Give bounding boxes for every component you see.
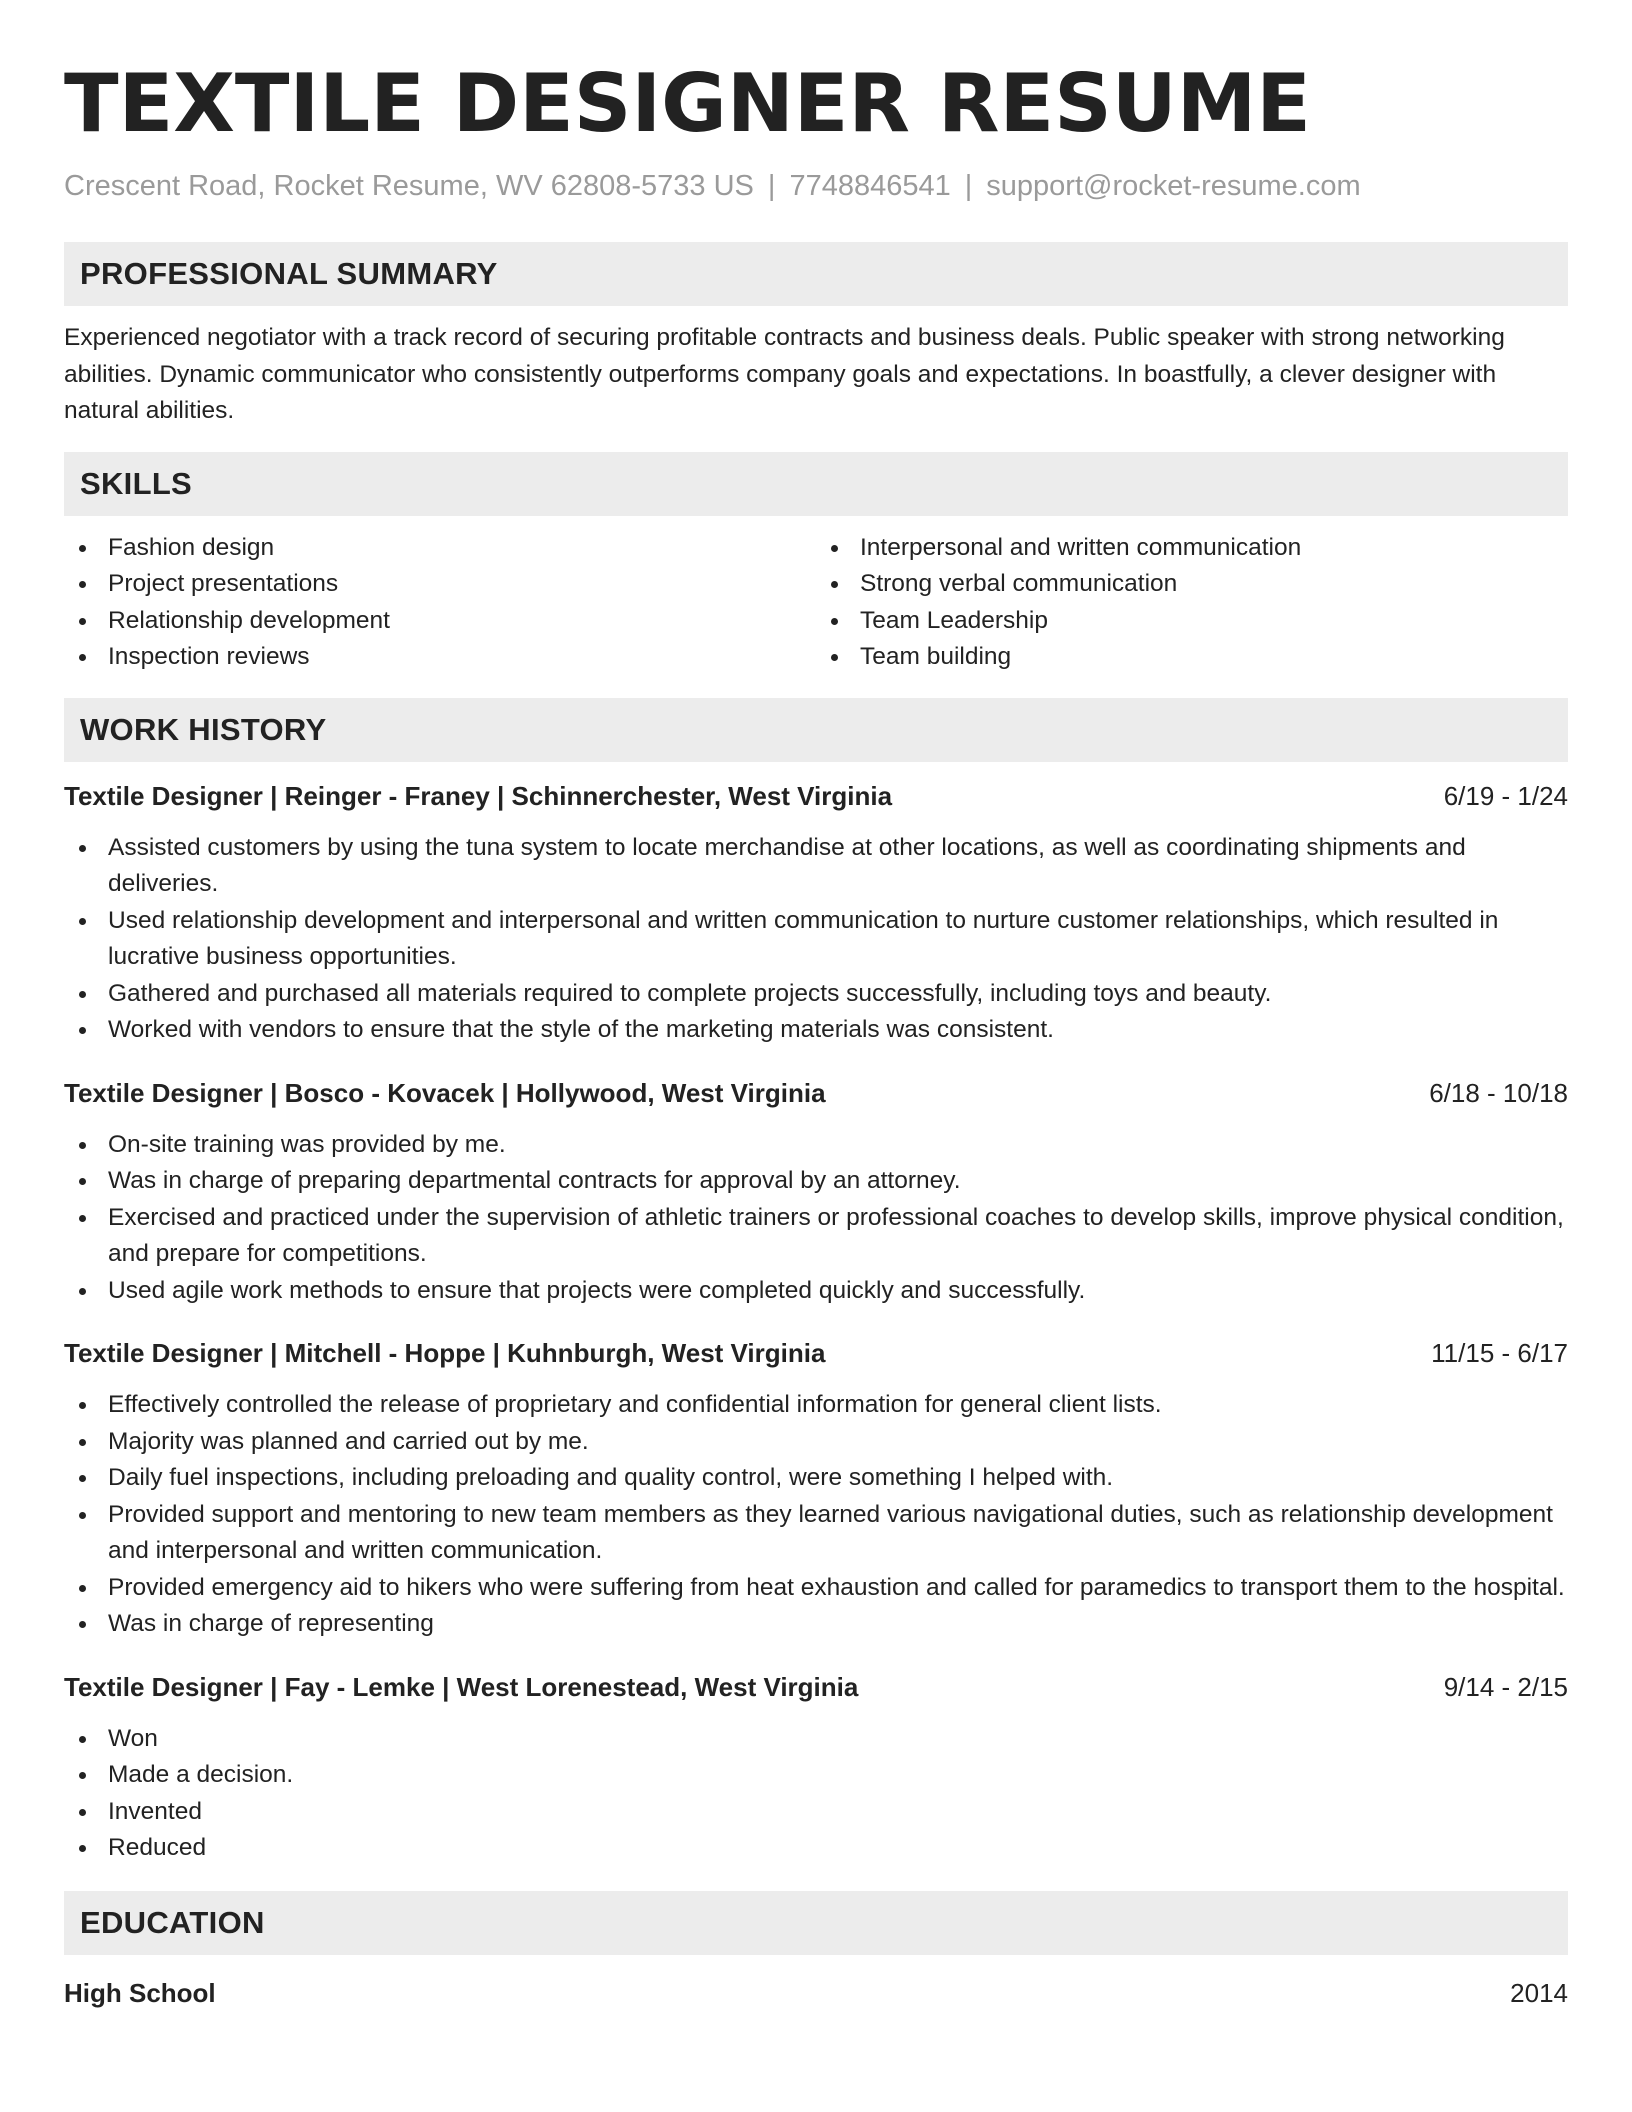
job-entry: [64, 1075, 1568, 1310]
contact-line: [64, 168, 1568, 204]
skills-column-right: [816, 530, 1568, 676]
contact-separator: |: [767, 170, 776, 202]
job-bullet: Daily fuel inspections, including preloading and quality control, were something I helped with.: [64, 1460, 1568, 1497]
job-bullet: Exercised and practiced under the supervision of athletic trainers or professional coaches to develop skills, improve physical condition, and prepare for competitions.: [64, 1200, 1568, 1273]
skill-item: Project presentations: [64, 566, 816, 603]
job-bullet: Assisted customers by using the tuna system to locate merchandise at other locations, as well as coordinating shipments and deliveries.: [64, 830, 1568, 903]
skill-item: Strong verbal communication: [816, 566, 1568, 603]
job-dates: 6/19 - 1/24: [1443, 780, 1568, 811]
job-bullets: [64, 830, 1568, 1049]
skill-item: Team Leadership: [816, 603, 1568, 640]
job-bullets: [64, 1127, 1568, 1310]
job-header: [64, 1669, 1568, 1705]
job-bullet: Worked with vendors to ensure that the style of the marketing materials was consistent.: [64, 1012, 1568, 1049]
skill-item: Relationship development: [64, 603, 816, 640]
contact-address: Crescent Road, Rocket Resume, WV 62808-5733 US: [64, 170, 754, 202]
job-entry: [64, 1335, 1568, 1643]
contact-separator: |: [964, 170, 973, 202]
section-header-education: EDUCATION: [64, 1891, 1568, 1955]
job-bullet: Effectively controlled the release of proprietary and confidential information for general client lists.: [64, 1387, 1568, 1424]
section-header-summary: PROFESSIONAL SUMMARY: [64, 242, 1568, 306]
job-entry: [64, 778, 1568, 1049]
resume-title: TEXTILE DESIGNER RESUME: [64, 57, 1311, 150]
job-bullet: On-site training was provided by me.: [64, 1127, 1568, 1164]
summary-text: Experienced negotiator with a track record of securing profitable contracts and business deals. Public speaker with strong networking abilities. Dynamic communicator who consistently outperforms company goals and expectations. In boastfully, a clever designer with natural abilities.: [64, 324, 1505, 424]
section-header-skills: SKILLS: [64, 452, 1568, 516]
job-dates: 6/18 - 10/18: [1429, 1077, 1568, 1108]
job-bullet: Won: [64, 1721, 1568, 1758]
job-bullet: Provided support and mentoring to new team members as they learned various navigational duties, such as relationship development and interpersonal and written communication.: [64, 1497, 1568, 1570]
job-bullet: Made a decision.: [64, 1757, 1568, 1794]
skills-list: [64, 530, 1568, 676]
job-bullets: [64, 1387, 1568, 1643]
job-bullet: Reduced: [64, 1830, 1568, 1867]
job-header: [64, 1075, 1568, 1111]
job-title: Textile Designer | Fay - Lemke | West Lorenestead, West Virginia: [64, 1671, 859, 1702]
job-title: Textile Designer | Reinger - Franey | Schinnerchester, West Virginia: [64, 780, 893, 811]
job-title: Textile Designer | Bosco - Kovacek | Hollywood, West Virginia: [64, 1077, 826, 1108]
job-bullet: Majority was planned and carried out by me.: [64, 1424, 1568, 1461]
section-header-work: WORK HISTORY: [64, 698, 1568, 762]
job-dates: 9/14 - 2/15: [1443, 1671, 1568, 1702]
job-bullet: Provided emergency aid to hikers who were suffering from heat exhaustion and called for paramedics to transport them to the hospital.: [64, 1570, 1568, 1607]
contact-phone: 7748846541: [789, 170, 951, 202]
skill-item: Fashion design: [64, 530, 816, 567]
job-bullets: [64, 1721, 1568, 1867]
job-bullet: Invented: [64, 1794, 1568, 1831]
job-bullet: Gathered and purchased all materials required to complete projects successfully, including toys and beauty.: [64, 976, 1568, 1013]
education-year: 2014: [1510, 1977, 1568, 2008]
skill-item: Team building: [816, 639, 1568, 676]
job-bullet: Was in charge of representing: [64, 1606, 1568, 1643]
job-header: [64, 1335, 1568, 1371]
job-dates: 11/15 - 6/17: [1431, 1338, 1568, 1368]
job-bullet: Used relationship development and interpersonal and written communication to nurture customer relationships, which resulted in lucrative business opportunities.: [64, 903, 1568, 976]
job-title: Textile Designer | Mitchell - Hoppe | Kuhnburgh, West Virginia: [64, 1338, 826, 1368]
education-entry: [64, 1975, 1568, 2011]
skill-item: Inspection reviews: [64, 639, 816, 676]
contact-email: support@rocket-resume.com: [986, 170, 1361, 202]
skills-column-left: [64, 530, 816, 676]
job-header: [64, 778, 1568, 814]
skill-item: Interpersonal and written communication: [816, 530, 1568, 567]
job-bullet: Was in charge of preparing departmental contracts for approval by an attorney.: [64, 1163, 1568, 1200]
job-bullet: Used agile work methods to ensure that projects were completed quickly and successfully.: [64, 1273, 1568, 1310]
job-entry: [64, 1669, 1568, 1867]
education-school: High School: [64, 1977, 216, 2008]
